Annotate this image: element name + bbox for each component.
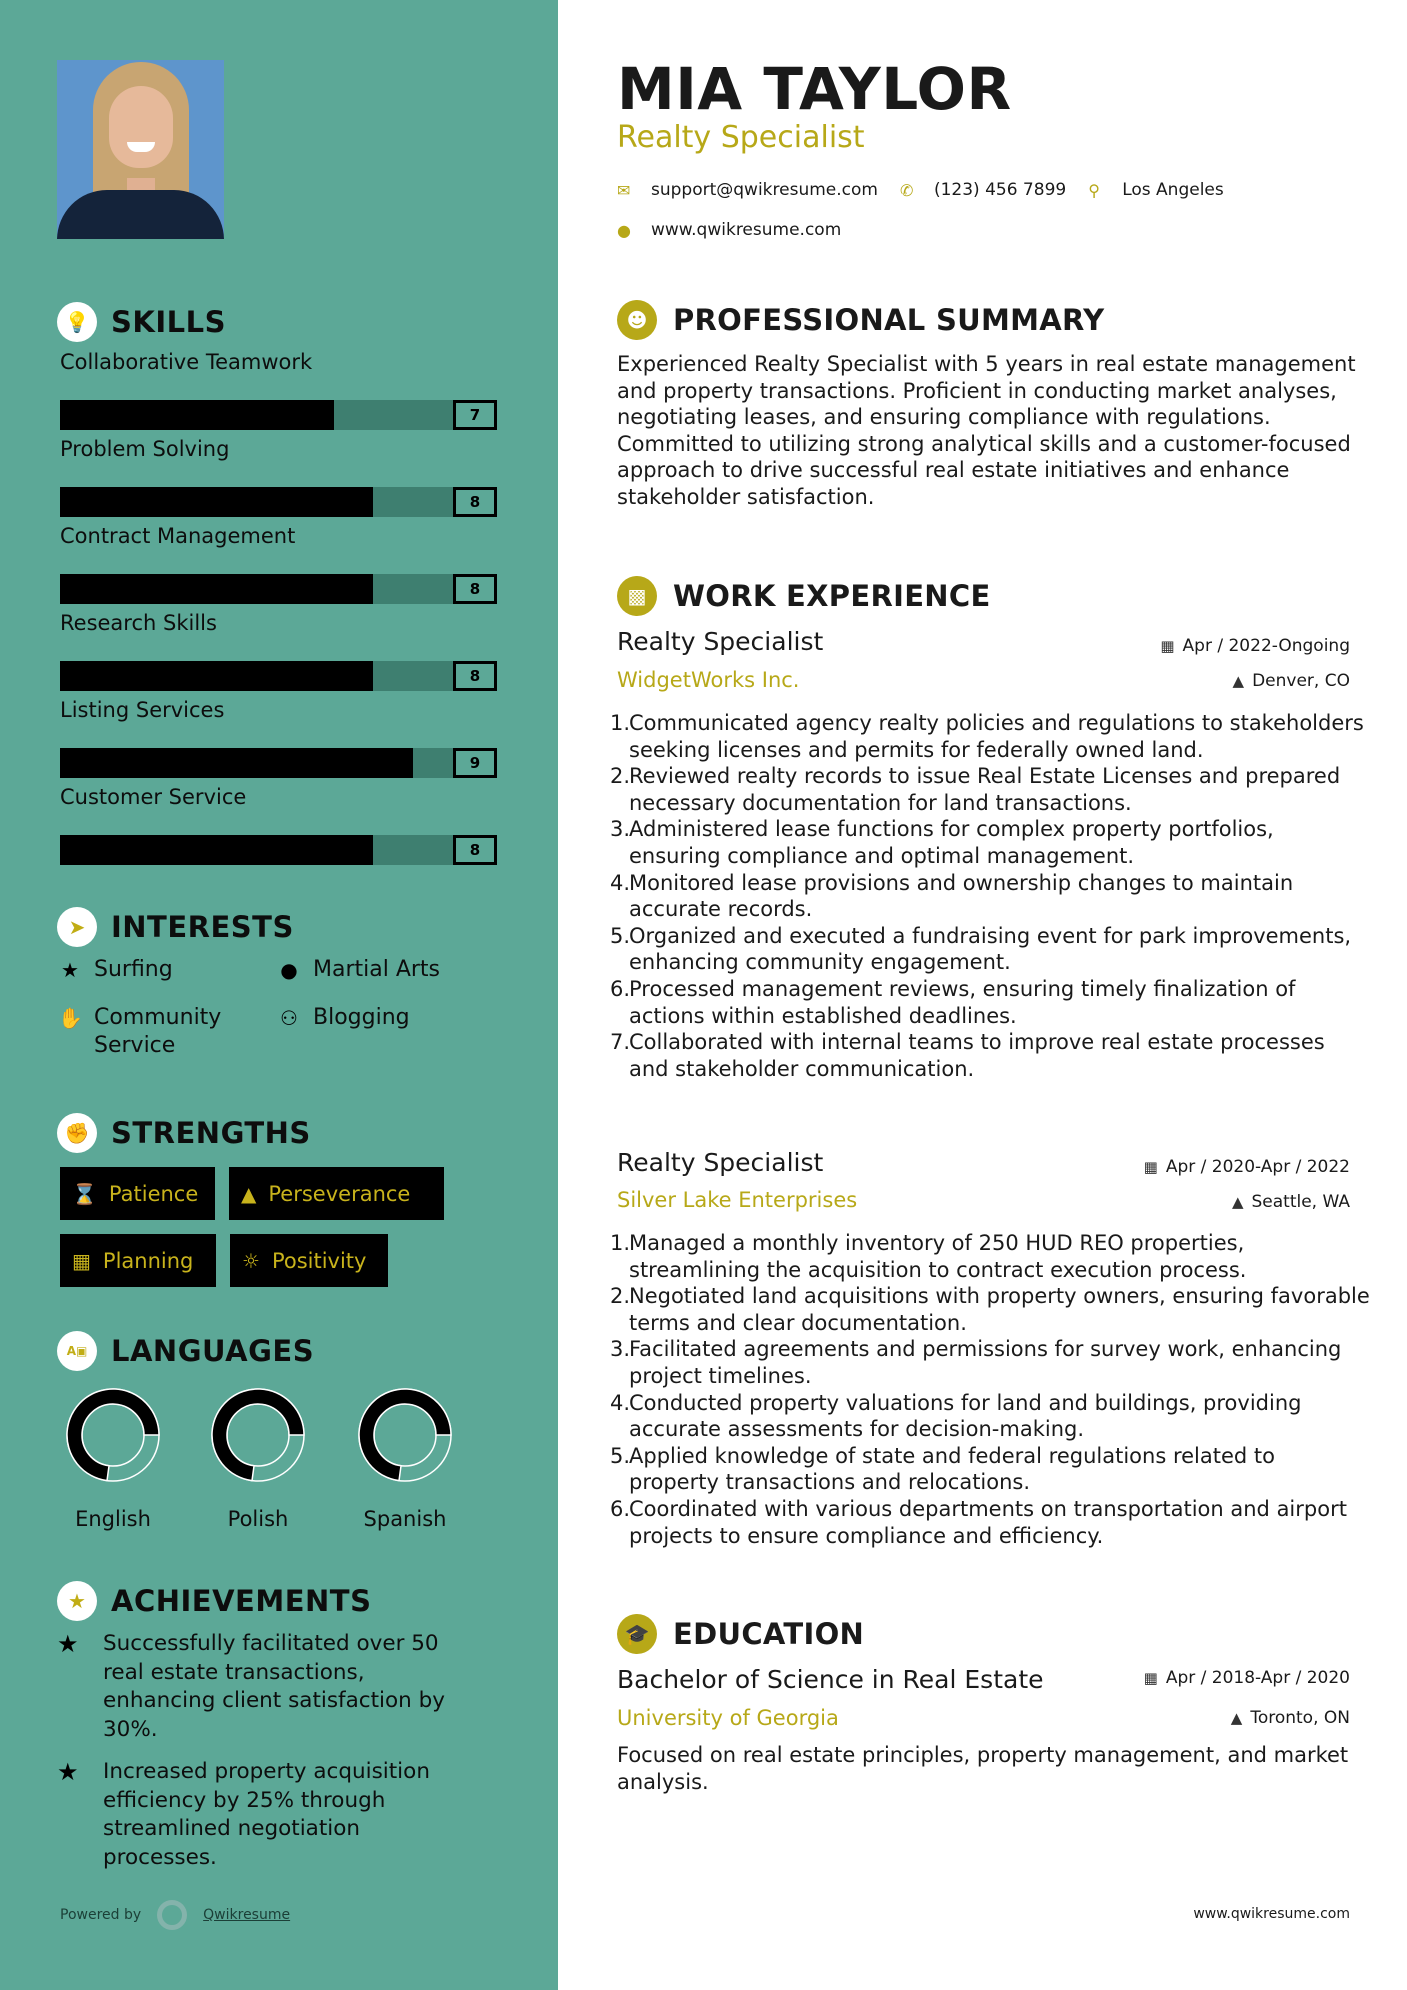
candidate-title: Realty Specialist xyxy=(617,120,865,155)
graduate-icon: 🎓 xyxy=(617,1614,657,1654)
bullet-item: 4. Conducted property valuations for land and buildings, providing accurate assessments for decision-making. xyxy=(610,1390,1302,1442)
achievement-item: ★ Increased property acquisition efficiency by 25% through streamlined negotiation processes. xyxy=(57,1758,477,1872)
education-description: Focused on real estate principles, property management, and market analysis. xyxy=(617,1743,1349,1794)
job-location: ▲ Denver, CO xyxy=(1232,671,1350,691)
skill-bar xyxy=(60,835,497,865)
skill-item xyxy=(60,785,497,865)
bullet-item: 3. Administered lease functions for complex property portfolios, ensuring compliance and optimal management. xyxy=(610,817,1274,868)
language-item: English xyxy=(58,1387,168,1531)
qwikresume-logo-icon xyxy=(157,1900,187,1930)
skill-bar xyxy=(60,661,497,691)
interest-item: ✋ Community Service xyxy=(58,1005,222,1058)
strength-chip: ▲ Perseverance xyxy=(229,1167,444,1220)
pushpin-icon: ▲ xyxy=(1231,1193,1244,1211)
globe-icon: ● xyxy=(280,958,298,982)
bullet-item: 1. Managed a monthly inventory of 250 HUD REO properties, streamlining the acquisition to contract execution process. xyxy=(610,1231,1247,1282)
skill-bar xyxy=(60,574,497,604)
paper-plane-icon: ➤ xyxy=(57,907,97,947)
skill-score: 9 xyxy=(453,748,497,778)
education-location: ▲ Toronto, ON xyxy=(1230,1708,1350,1728)
pushpin-icon: ▲ xyxy=(1230,1709,1243,1727)
calendar-icon: ▦ xyxy=(72,1248,91,1273)
strength-chip: ▦ Planning xyxy=(60,1234,216,1287)
phone-icon: ✆ xyxy=(899,180,914,200)
job-company: Silver Lake Enterprises xyxy=(617,1188,858,1212)
calendar-icon: ▦ xyxy=(1143,1669,1158,1687)
road-icon: ▲ xyxy=(241,1181,257,1206)
language-item: Spanish xyxy=(350,1387,460,1531)
interest-item: ⚇ Blogging xyxy=(277,1004,410,1032)
interest-item: ★ Surfing xyxy=(58,956,173,984)
education-dates: ▦ Apr / 2018-Apr / 2020 xyxy=(1143,1668,1350,1688)
bullet-item: 5. Applied knowledge of state and federal regulations related to property transactions and relocations. xyxy=(610,1443,1275,1495)
footer-website-link[interactable]: www.qwikresume.com xyxy=(1193,1906,1350,1922)
globe-icon: ● xyxy=(617,220,631,240)
interest-item: ● Martial Arts xyxy=(277,956,440,984)
contact-row xyxy=(617,180,1246,200)
profile-photo xyxy=(57,60,224,239)
language-donut xyxy=(357,1387,453,1483)
skill-label: Contract Management xyxy=(60,524,296,548)
calendar-icon: ▦ xyxy=(1143,1158,1158,1176)
job-location: ▲ Seattle, WA xyxy=(1231,1192,1350,1212)
bullet-item: 2. Negotiated land acquisitions with property owners, ensuring favorable terms and clear documentation. xyxy=(610,1284,1370,1335)
skill-bar xyxy=(60,400,497,430)
skill-score: 7 xyxy=(453,400,497,430)
skill-score: 8 xyxy=(453,835,497,865)
skill-score: 8 xyxy=(453,574,497,604)
shooting-star-icon: ★ xyxy=(57,1758,79,1786)
bullet-item: 7. Collaborated with internal teams to improve real estate processes and stakeholder communication. xyxy=(610,1030,1325,1081)
pushpin-icon: ▲ xyxy=(1232,672,1245,690)
language-donut xyxy=(210,1387,306,1483)
skill-label: Customer Service xyxy=(60,785,247,809)
skill-score: 8 xyxy=(453,487,497,517)
calendar-icon: ▦ xyxy=(1160,637,1175,655)
contact-location: ⚲ Los Angeles xyxy=(1088,180,1224,200)
summary-text: Experienced Realty Specialist with 5 years in real estate management and property transactions. Proficient in conducting market analyses, negotiating leases, and ensuring compliance with regulations. Committed to utilizing strong analytical skills and a customer-focused approach to drive successful real estate initiatives and enhance stakeholder satisfaction. xyxy=(617,352,1356,509)
skills-heading: 💡 SKILLS xyxy=(57,302,226,342)
star-icon: ★ xyxy=(61,958,79,982)
education-heading: 🎓 EDUCATION xyxy=(617,1614,864,1654)
contact-email[interactable]: ✉ support@qwikresume.com xyxy=(617,180,878,200)
skill-score: 8 xyxy=(453,661,497,691)
bullet-item: 1. Communicated agency realty policies and regulations to stakeholders seeking licenses and permits for federally owned land. xyxy=(610,711,1364,762)
contact-phone[interactable]: ✆ (123) 456 7899 xyxy=(899,180,1067,200)
bullet-item: 6. Processed management reviews, ensuring timely finalization of actions within established deadlines. xyxy=(610,976,1296,1028)
job-title: Realty Specialist xyxy=(617,627,824,656)
skill-item xyxy=(60,698,497,778)
job-dates: ▦ Apr / 2022-Ongoing xyxy=(1160,636,1350,656)
lightbulb-icon: 💡 xyxy=(57,302,97,342)
translate-icon: A▣ xyxy=(57,1331,97,1371)
chair-icon: ▩ xyxy=(617,576,657,616)
strengths-heading: ✊ STRENGTHS xyxy=(57,1113,311,1153)
languages-heading: A▣ LANGUAGES xyxy=(57,1331,314,1371)
shooting-star-icon: ★ xyxy=(57,1630,79,1658)
summary-heading: ☻ PROFESSIONAL SUMMARY xyxy=(617,300,1104,340)
experience-heading: ▩ WORK EXPERIENCE xyxy=(617,576,991,616)
envelope-icon: ✉ xyxy=(617,180,631,200)
interests-heading: ➤ INTERESTS xyxy=(57,907,294,947)
skill-item xyxy=(60,350,497,430)
hourglass-icon: ⌛ xyxy=(72,1181,97,1206)
strength-chip: ⌛ Patience xyxy=(60,1167,215,1220)
contact-website[interactable]: ● www.qwikresume.com xyxy=(617,220,842,240)
skill-item xyxy=(60,524,497,604)
map-pin-icon: ⚲ xyxy=(1088,180,1100,200)
hand-icon: ✋ xyxy=(58,1006,83,1030)
job-company: WidgetWorks Inc. xyxy=(617,668,800,692)
sidebar xyxy=(0,0,558,1990)
job-dates: ▦ Apr / 2020-Apr / 2022 xyxy=(1143,1157,1350,1177)
skill-label: Problem Solving xyxy=(60,437,230,461)
powered-by: Powered by Qwikresume xyxy=(60,1900,290,1930)
skill-item xyxy=(60,437,497,517)
school-name: University of Georgia xyxy=(617,1706,839,1730)
skill-bar xyxy=(60,748,497,778)
skill-item xyxy=(60,611,497,691)
users-icon: ⚇ xyxy=(280,1006,298,1030)
skill-label: Collaborative Teamwork xyxy=(60,350,313,374)
contact-row-website xyxy=(617,220,863,240)
shooting-star-icon: ★ xyxy=(57,1581,97,1621)
skill-bar xyxy=(60,487,497,517)
bullet-item: 3. Facilitated agreements and permissions for survey work, enhancing project timelines. xyxy=(610,1337,1342,1388)
job-bullets xyxy=(610,1230,1370,1549)
achievement-item: ★ Successfully facilitated over 50 real estate transactions, enhancing client satisfaction by 30%. xyxy=(57,1630,477,1744)
skill-label: Listing Services xyxy=(60,698,225,722)
bullet-item: 4. Monitored lease provisions and ownership changes to maintain accurate records. xyxy=(610,870,1294,922)
bullet-item: 6. Coordinated with various departments on transportation and airport projects to ensure compliance and efficiency. xyxy=(610,1496,1347,1548)
bullet-item: 5. Organized and executed a fundraising event for park improvements, enhancing community engagement. xyxy=(610,923,1352,975)
skill-label: Research Skills xyxy=(60,611,217,635)
job-title: Realty Specialist xyxy=(617,1148,824,1177)
user-icon: ☻ xyxy=(617,300,657,340)
main-content xyxy=(558,0,1407,1990)
language-donut xyxy=(65,1387,161,1483)
degree-title: Bachelor of Science in Real Estate xyxy=(617,1665,1044,1694)
qwikresume-link[interactable]: Qwikresume xyxy=(203,1907,291,1923)
strength-chip: ☼ Positivity xyxy=(230,1234,388,1287)
candidate-name: MIA TAYLOR xyxy=(617,55,1012,123)
bullet-item: 2. Reviewed realty records to issue Real Estate Licenses and prepared necessary documentation for land transactions. xyxy=(610,764,1341,815)
achievements-heading: ★ ACHIEVEMENTS xyxy=(57,1581,371,1621)
sun-icon: ☼ xyxy=(242,1248,260,1273)
language-item: Polish xyxy=(203,1387,313,1531)
fist-icon: ✊ xyxy=(57,1113,97,1153)
job-bullets xyxy=(610,710,1370,1082)
